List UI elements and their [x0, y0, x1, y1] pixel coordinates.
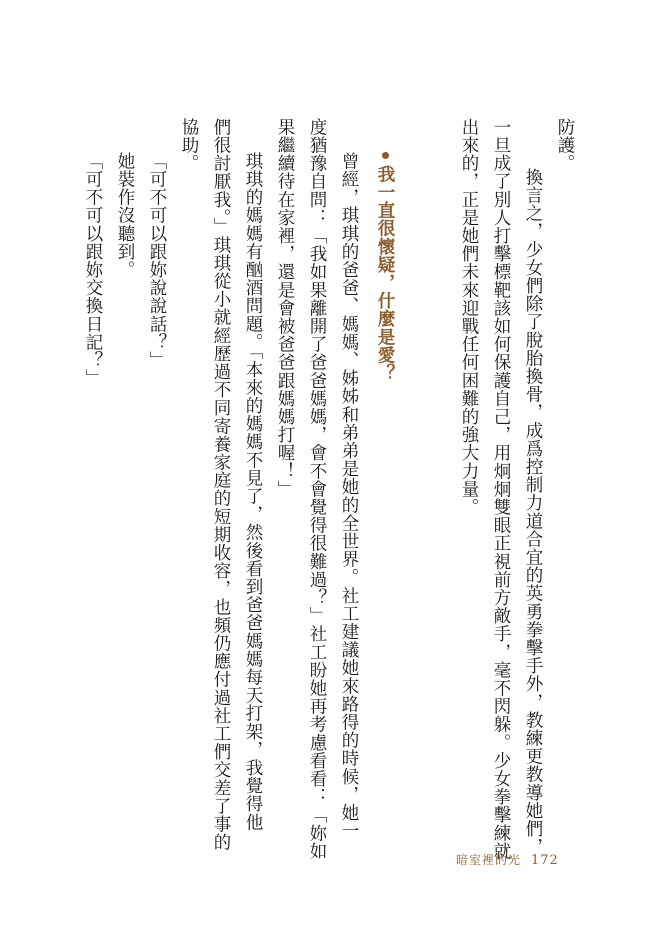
- book-title: 暗室裡的光: [456, 853, 522, 867]
- text-line-2: 換言之，少女們除了脫胎換骨，成爲控制力道合宜的英勇拳擊手外，教練更教導她們，: [523, 168, 543, 856]
- text-line-13: 「可不可以跟妳交換日記？」: [83, 152, 103, 388]
- text-line-11: 「可不可以跟妳說說話？」: [147, 152, 167, 370]
- text-line-7: 果繼續待在家裡，還是會被爸爸跟媽媽打喔！」: [275, 118, 295, 499]
- section-heading-text: 我一直很懷疑，什麼是愛？: [375, 165, 395, 383]
- text-line-12: 她裝作沒聽到。: [115, 152, 135, 279]
- text-line-10: 協助。: [179, 118, 199, 173]
- page-footer: [456, 851, 559, 868]
- text-line-8: 琪琪的媽媽有酗酒問題。「本來的媽媽不見了，然後看到爸爸媽媽每天打架，我覺得他: [243, 152, 263, 832]
- text-line-6: 度猶豫自問：「我如果離開了爸爸媽媽，會不會覺得很難過？」社工盼她再考慮看看：「妳如: [307, 118, 327, 861]
- text-line-3: 一旦成了別人打擊標靶該如何保護自己，用炯炯雙眼正視前方敵手，毫不閃躲。少女拳擊練就: [491, 118, 511, 861]
- text-line-1: 防護。: [555, 118, 575, 173]
- text-line-5: 曾經，琪琪的爸爸、媽媽、姊姊和弟弟是她的全世界。社工建議她來路得的時候，她一: [339, 152, 359, 840]
- text-line-4: 出來的，正是她們未來迎戰任何困難的強大力量。: [459, 118, 479, 517]
- text-line-9: 們很討厭我。」琪琪從小就經歷過不同寄養家庭的短期收容，也頻仍應付過社工們交差了事的: [211, 118, 231, 852]
- bullet-icon: [382, 152, 389, 159]
- page-number: 172: [531, 853, 559, 868]
- section-heading: [370, 152, 400, 382]
